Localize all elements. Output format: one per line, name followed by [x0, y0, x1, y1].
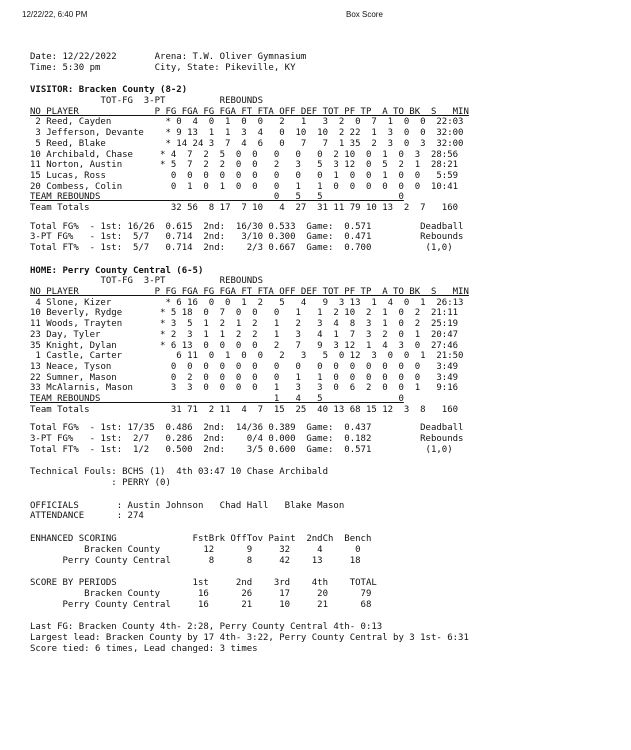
date: Date: 12/22/2022 — [30, 52, 117, 62]
game-info-line-1 — [30, 52, 610, 63]
home-3pt-pct: 3-PT FG% - 1st: 2/7 0.286 2nd: 0/4 0.000 Game: 0.182 Rebounds — [30, 434, 464, 444]
home-group-header: TOT-FG 3-PT REBOUNDS — [30, 276, 263, 287]
score-tied: Score tied: 6 times, Lead changed: 3 times — [30, 643, 258, 654]
home-title: HOME: Perry County Central (6-5) — [30, 265, 204, 276]
table-row: 5 Reed, Blake * 14 24 3 7 4 6 0 7 7 1 35 2 3 0 3 32:00 — [35, 138, 464, 149]
table-row: 3 Jefferson, Devante * 9 13 1 1 3 4 0 10 10 2 22 1 3 0 0 32:00 — [35, 128, 464, 139]
attendance: ATTENDANCE : 274 — [30, 511, 144, 522]
officials: OFFICIALS : Austin Johnson Chad Hall Blake Mason — [30, 500, 345, 511]
arena: Arena: T.W. Oliver Gymnasium — [154, 52, 307, 62]
technical-fouls-line-1: Technical Fouls: BCHS (1) 4th 03:47 10 Chase Archibald — [30, 467, 329, 478]
enhanced-scoring-visitor: Bracken County 12 9 32 4 0 — [30, 544, 361, 555]
largest-lead: Largest lead: Bracken County by 17 4th- 3:22, Perry County Central by 3 1st- 6:31 — [30, 632, 469, 643]
table-row: 1 Castle, Carter 6 11 0 1 0 0 2 3 5 0 12 3 0 0 1 21:50 — [35, 351, 464, 362]
table-row: 11 Norton, Austin * 5 7 2 2 0 0 2 3 5 3 12 0 5 2 1 28:21 — [30, 160, 459, 171]
print-datetime: 12/22/22, 6:40 PM — [22, 10, 88, 19]
visitor-column-header: NO PLAYER P FG FGA FG FGA FT FTA OFF DEF TOT PF TP A TO BK S MIN — [30, 106, 469, 117]
score-by-periods-visitor: Bracken County 16 26 17 20 79 — [30, 588, 372, 599]
last-fg: Last FG: Bracken County 4th- 2:28, Perry County Central 4th- 0:13 — [30, 622, 383, 633]
visitor-fg-pct: Total FG% - 1st: 16/26 0.615 2nd: 16/30 0.533 Game: 0.571 Deadball — [30, 221, 464, 232]
visitor-team-rebounds: TEAM REBOUNDS 0 5 5 0 — [30, 192, 404, 203]
home-team-totals: Team Totals 31 71 2 11 4 7 15 25 40 13 68 15 12 3 8 160 — [30, 404, 459, 415]
visitor-team-totals: Team Totals 32 56 8 17 7 10 4 27 31 11 79 10 13 2 7 160 — [30, 202, 459, 213]
technical-fouls-line-2: : PERRY (0) — [30, 478, 171, 489]
table-row: 4 Slone, Kizer * 6 16 0 0 1 2 5 4 9 3 13 1 4 0 1 26:13 — [35, 297, 464, 308]
visitor-3pt-pct: 3-PT FG% - 1st: 5/7 0.714 2nd: 3/10 0.300 Game: 0.471 Rebounds — [30, 232, 464, 243]
table-row: 2 Reed, Cayden * 0 4 0 1 0 0 2 1 3 2 0 7 1 0 0 22:03 — [35, 117, 464, 128]
table-row: 22 Sumner, Mason 0 2 0 0 0 0 0 1 1 0 0 0 0 0 0 3:49 — [30, 372, 459, 383]
table-row: 10 Beverly, Rydge * 5 18 0 7 0 0 0 1 1 2 10 2 1 0 2 21:11 — [30, 308, 459, 319]
enhanced-scoring-home: Perry County Central 8 8 42 13 18 — [30, 555, 361, 566]
visitor-title: VISITOR: Bracken County (8-2) — [30, 85, 188, 96]
print-title: Box Score — [346, 10, 383, 19]
score-by-periods-home: Perry County Central 16 21 10 21 68 — [30, 599, 372, 610]
city: City, State: Pikeville, KY — [154, 62, 296, 73]
home-player-list — [30, 298, 610, 394]
table-row: 23 Day, Tyler * 2 3 1 1 2 2 1 3 4 1 7 3 2 0 1 20:47 — [30, 329, 459, 340]
visitor-group-header: TOT-FG 3-PT REBOUNDS — [30, 96, 263, 107]
table-row: 13 Neace, Tyson 0 0 0 0 0 0 0 0 0 0 0 0 0 0 0 3:49 — [30, 361, 459, 372]
home-fg-pct: Total FG% - 1st: 17/35 0.486 2nd: 14/36 0.389 Game: 0.437 Deadball — [30, 423, 464, 434]
home-ft-pct: Total FT% - 1st: 1/2 0.500 2nd: 3/5 0.600 Game: 0.571 (1,0) — [30, 444, 453, 455]
table-row: 11 Woods, Trayten * 3 5 1 2 1 2 1 2 3 4 8 3 1 0 2 25:19 — [30, 319, 459, 330]
score-by-periods-header: SCORE BY PERIODS 1st 2nd 3rd 4th TOTAL — [30, 578, 377, 589]
game-info-line-2 — [30, 63, 610, 74]
home-team-rebounds: TEAM REBOUNDS 1 4 5 0 — [30, 393, 404, 404]
table-row: 10 Archibald, Chase * 4 7 2 5 0 0 0 0 0 2 10 0 1 0 3 28:56 — [30, 149, 459, 160]
enhanced-scoring-header: ENHANCED SCORING FstBrk OffTov Paint 2ndCh Bench — [30, 534, 372, 545]
table-row: 15 Lucas, Ross 0 0 0 0 0 0 0 0 0 1 0 0 1 0 0 5:59 — [30, 170, 459, 181]
time: Time: 5:30 pm — [30, 62, 101, 73]
home-column-header: NO PLAYER P FG FGA FG FGA FT FTA OFF DEF TOT PF TP A TO BK S MIN — [30, 287, 469, 298]
visitor-player-list — [30, 117, 610, 192]
visitor-ft-pct: Total FT% - 1st: 5/7 0.714 2nd: 2/3 0.667 Game: 0.700 (1,0) — [30, 243, 453, 253]
box-score-document — [30, 52, 610, 654]
table-row: 20 Combess, Colin 0 1 0 1 0 0 0 1 1 0 0 0 0 0 0 10:41 — [30, 181, 459, 192]
table-row: 33 McAlarnis, Mason 3 3 0 0 0 0 1 3 3 0 6 2 0 0 1 9:16 — [30, 383, 459, 394]
table-row: 35 Knight, Dylan * 6 13 0 0 0 0 2 7 9 3 12 1 4 3 0 27:46 — [30, 340, 459, 351]
